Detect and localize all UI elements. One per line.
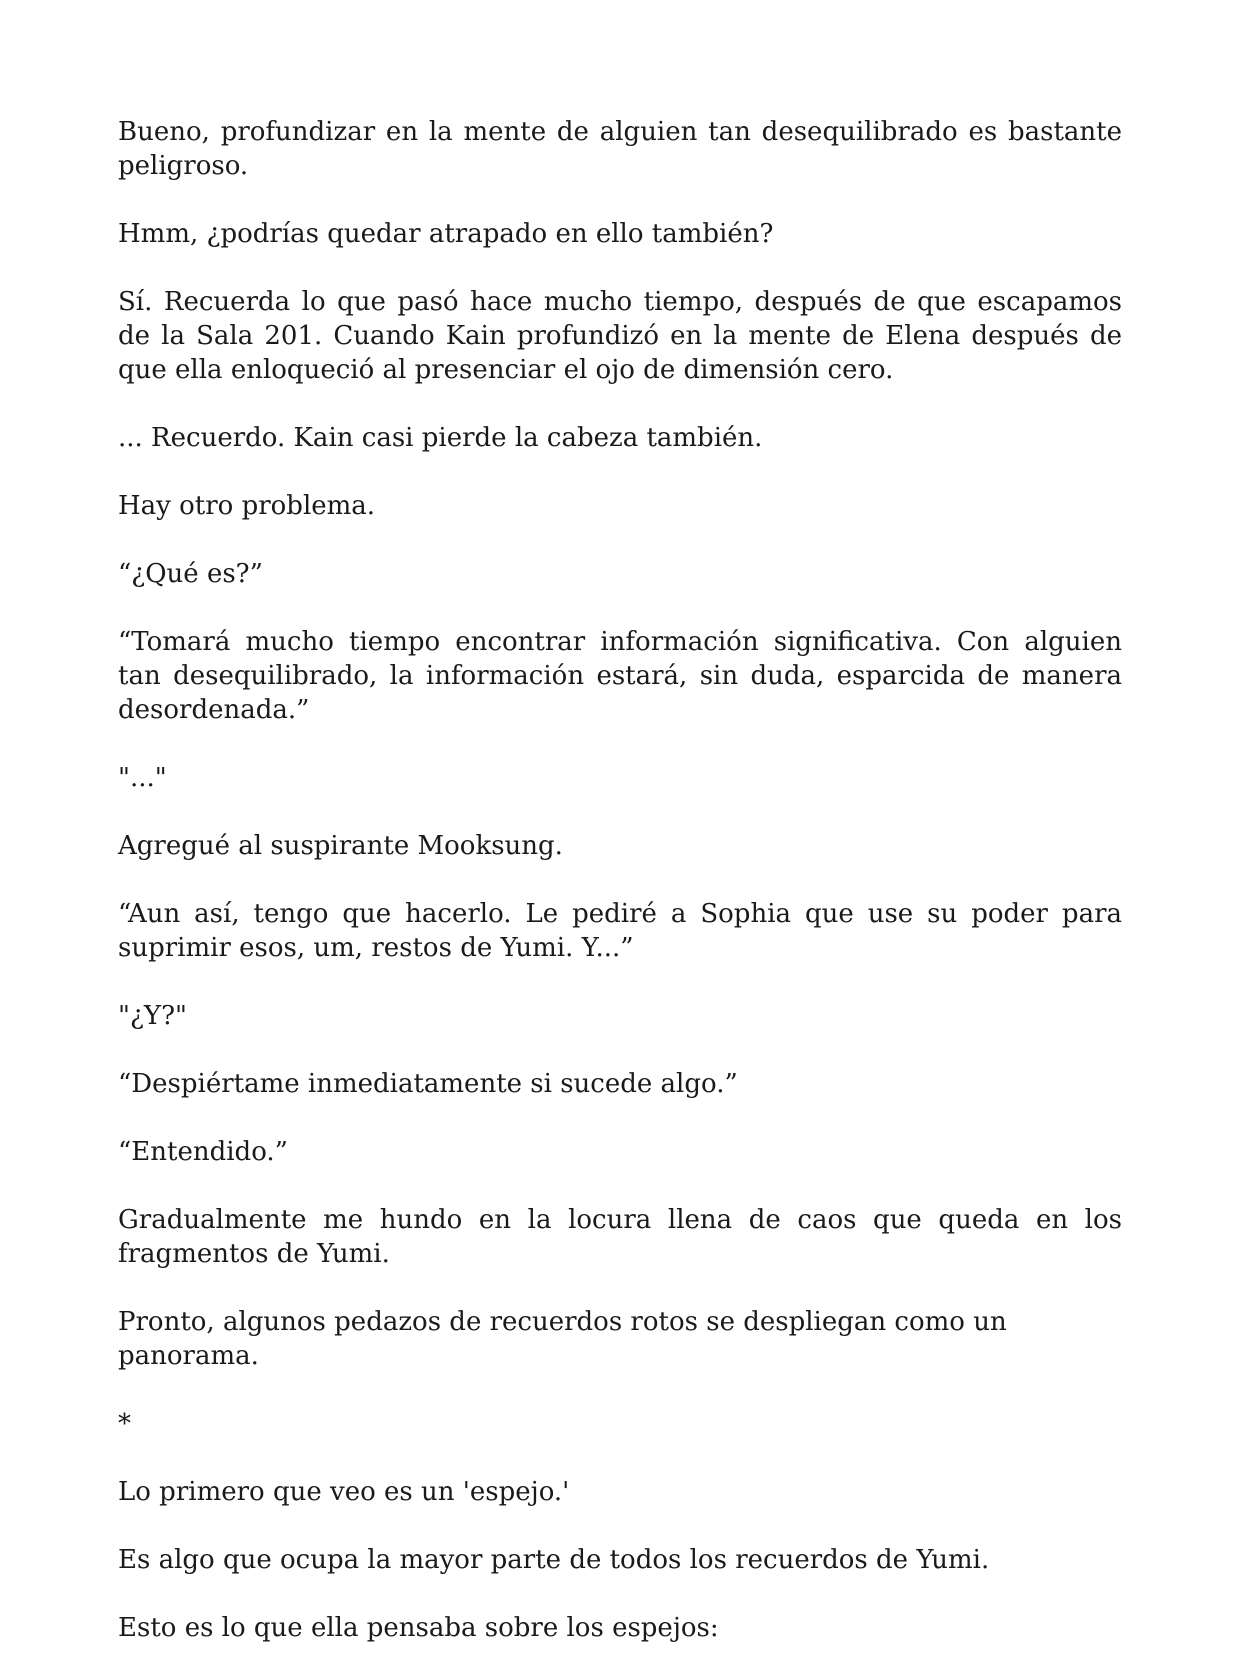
paragraph: Bueno, profundizar en la mente de alguien tan desequilibrado es bastante peligroso. [118, 117, 1122, 181]
paragraph: Gradualmente me hundo en la locura llena de caos que queda en los fragmentos de Yumi. [118, 1205, 1122, 1269]
paragraph: “Tomará mucho tiempo encontrar información significativa. Con alguien tan desequilibrado, la información estará, sin duda, esparcida de manera desordenada.” [118, 627, 1122, 725]
paragraph: "¿Y?" [118, 1001, 187, 1031]
paragraph: “¿Qué es?” [118, 559, 263, 589]
paragraph: Sí. Recuerda lo que pasó hace mucho tiempo, después de que escapamos de la Sala 201. Cuando Kain profundizó en la mente de Elena después de que ella enloqueció al presenciar el ojo de dimensión cero. [118, 287, 1122, 385]
paragraph: ... Recuerdo. Kain casi pierde la cabeza también. [118, 423, 763, 453]
paragraph: “Aun así, tengo que hacerlo. Le pediré a Sophia que use su poder para suprimir esos, um, restos de Yumi. Y...” [118, 899, 1122, 963]
paragraph: Hmm, ¿podrías quedar atrapado en ello también? [118, 219, 774, 249]
paragraph: “Despiértame inmediatamente si sucede algo.” [118, 1069, 738, 1099]
paragraph: Hay otro problema. [118, 491, 376, 521]
paragraph: Esto es lo que ella pensaba sobre los espejos: [118, 1613, 719, 1643]
paragraph: Pronto, algunos pedazos de recuerdos rotos se despliegan como un panorama. [118, 1307, 1007, 1371]
paragraph: Agregué al suspirante Mooksung. [118, 831, 563, 861]
paragraph: "..." [118, 763, 167, 793]
paragraph: Lo primero que veo es un 'espejo.' [118, 1477, 570, 1507]
section-separator: * [118, 1409, 131, 1439]
paragraph: Es algo que ocupa la mayor parte de todos los recuerdos de Yumi. [118, 1545, 990, 1575]
paragraph: “Entendido.” [118, 1137, 288, 1167]
document-body [118, 115, 1122, 1679]
